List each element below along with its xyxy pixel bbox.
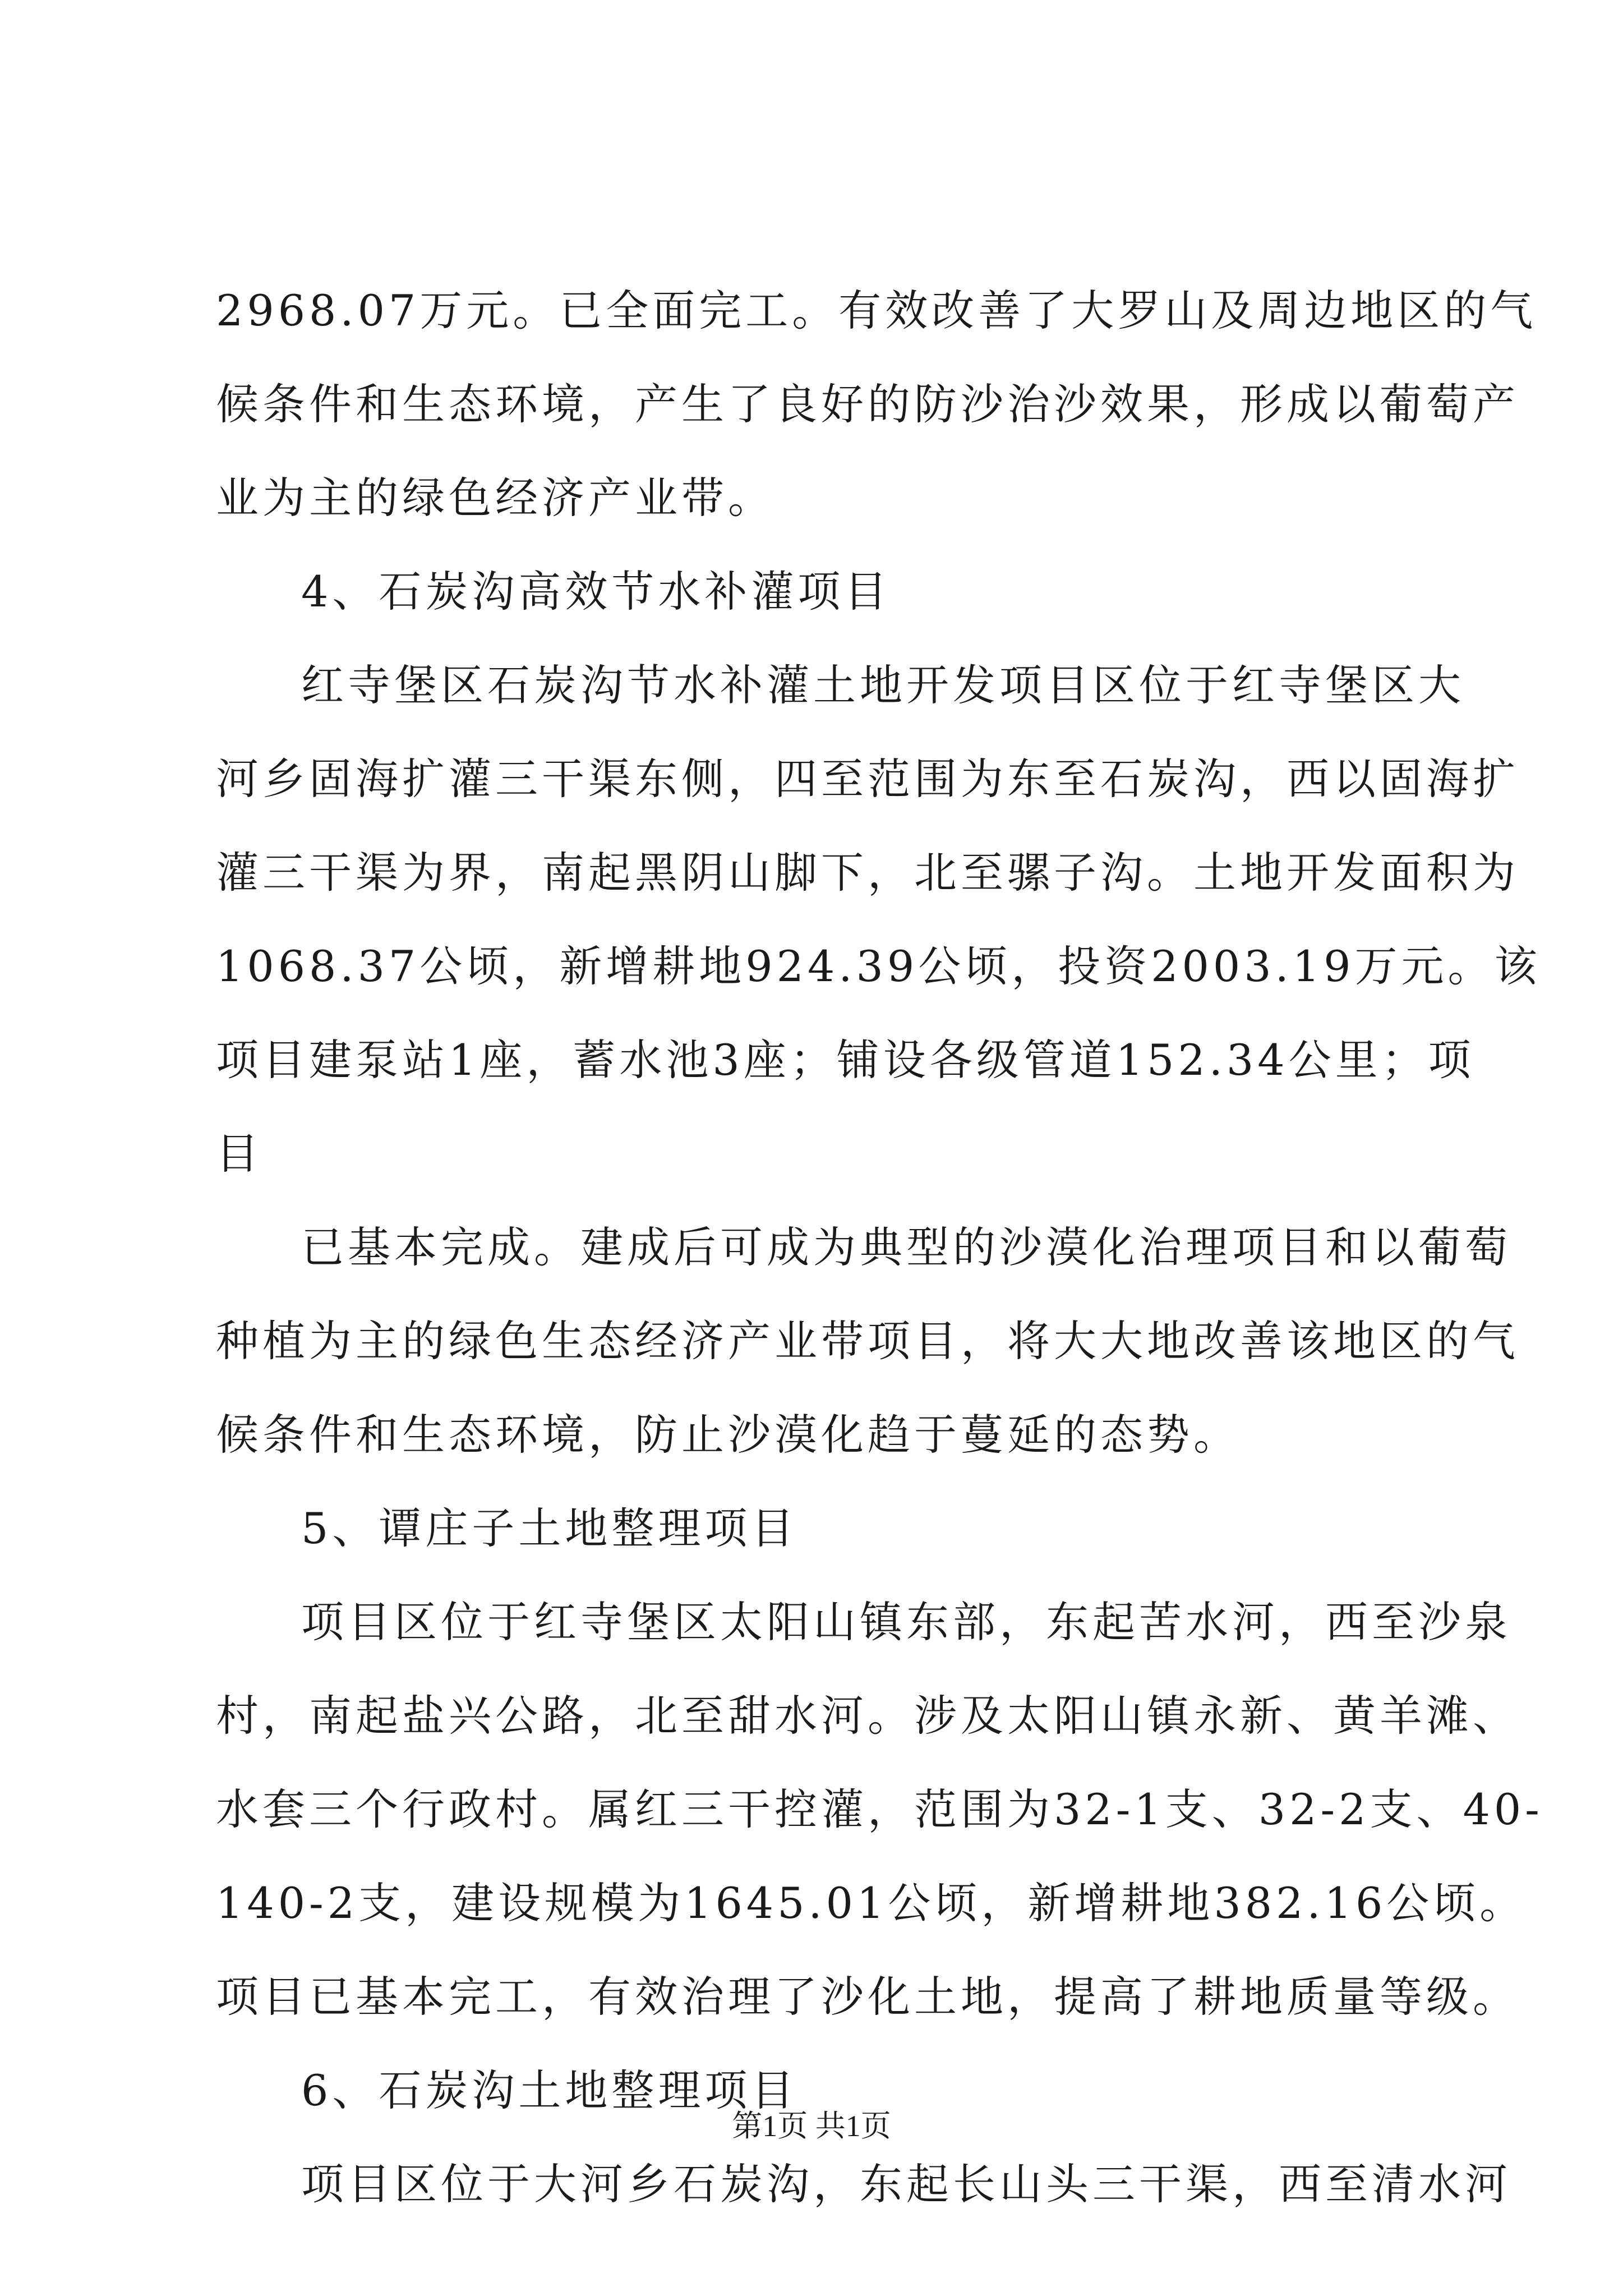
text-line: 灌三干渠为界，南起黑阴山脚下，北至骡子沟。土地开发面积为 bbox=[216, 848, 1519, 898]
text-line: 已基本完成。建成后可成为典型的沙漠化治理项目和以葡萄 bbox=[301, 1222, 1511, 1272]
text-line: 目 bbox=[216, 1129, 262, 1179]
text-line: 业为主的绿色经济产业带。 bbox=[216, 473, 774, 523]
text-line: 河乡固海扩灌三干渠东侧，四至范围为东至石炭沟，西以固海扩 bbox=[216, 754, 1519, 804]
text-line: 种植为主的绿色生态经济产业带项目，将大大地改善该地区的气 bbox=[216, 1316, 1519, 1366]
text-line: 1068.37公顷，新增耕地924.39公顷，投资2003.19万元。该 bbox=[216, 941, 1541, 991]
text-line: 5、谭庄子土地整理项目 bbox=[301, 1503, 798, 1553]
page-footer: 第1页 共1页 bbox=[732, 2109, 891, 2143]
text-line: 项目区位于大河乡石炭沟，东起长山头三干渠，西至清水河 bbox=[301, 2159, 1511, 2209]
text-line: 2968.07万元。已全面完工。有效改善了大罗山及周边地区的气 bbox=[216, 286, 1537, 335]
text-line: 红寺堡区石炭沟节水补灌土地开发项目区位于红寺堡区大 bbox=[301, 660, 1465, 710]
text-line: 项目区位于红寺堡区太阳山镇东部，东起苦水河，西至沙泉 bbox=[301, 1597, 1511, 1647]
document-body bbox=[216, 264, 1543, 2231]
text-line: 项目建泵站1座，蓄水池3座；铺设各级管道152.34公里；项 bbox=[216, 1035, 1475, 1085]
text-line: 村，南起盐兴公路，北至甜水河。涉及太阳山镇永新、黄羊滩、 bbox=[216, 1691, 1519, 1741]
text-line: 140-2支，建设规模为1645.01公顷，新增耕地382.16公顷。 bbox=[216, 1878, 1527, 1928]
text-line: 候条件和生态环境，产生了良好的防沙治沙效果，形成以葡萄产 bbox=[216, 379, 1519, 429]
text-line: 候条件和生态环境，防止沙漠化趋于蔓延的态势。 bbox=[216, 1410, 1240, 1460]
text-line: 水套三个行政村。属红三干控灌，范围为32-1支、32-2支、40- bbox=[216, 1784, 1543, 1834]
text-line: 项目已基本完工，有效治理了沙化土地，提高了耕地质量等级。 bbox=[216, 1972, 1519, 2022]
text-line: 4、石炭沟高效节水补灌项目 bbox=[301, 567, 891, 616]
text-line: 6、石炭沟土地整理项目 bbox=[301, 2065, 798, 2115]
